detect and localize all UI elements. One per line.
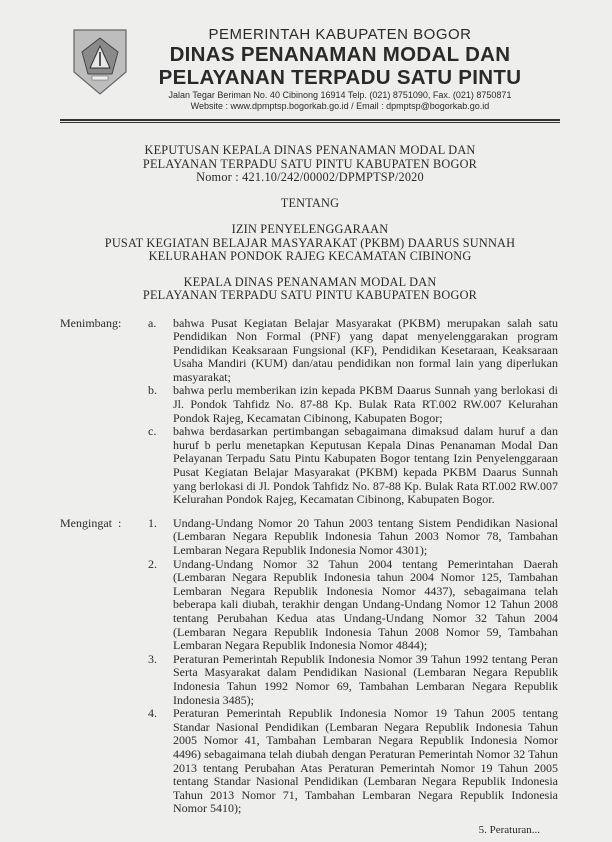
section-colon: : <box>118 315 122 330</box>
list-item <box>60 653 560 707</box>
item-number: 1. <box>148 515 157 530</box>
letterhead-agency-line2: PELAYANAN TERPADU SATU PINTU <box>158 66 522 89</box>
item-number: 4. <box>148 706 157 721</box>
decree-title-line2: PELAYANAN TERPADU SATU PINTU KABUPATEN BOGOR <box>142 156 478 171</box>
item-text: bahwa Pusat Kegiatan Belajar Masyarakat (PKBM) merupakan salah satu Pendidikan Non Formal (PNF) yang dapat menyelenggarakan program Pendidikan Keaksaraan Fungsional (KF), Pendidikan Kesetaraan, Keaksaraan Usaha Mandiri (KUM) dan/atau pendidikan non formal lain yang diperlukan masyarakat; <box>173 315 558 384</box>
authority-line1: KEPALA DINAS PENANAMAN MODAL DAN <box>183 274 437 289</box>
decree-number: Nomor : 421.10/242/00002/DPMPTSP/2020 <box>196 170 424 184</box>
item-text: bahwa berdasarkan pertimbangan sebagaimana dimaksud dalam huruf a dan huruf b perlu menetapkan Keputusan Kepala Dinas Penanaman Modal Dan Pelayanan Terpadu Satu Pintu Kabupaten Bogor tentang Izin Penyelenggaraan Pusat Kegiatan Belajar Masyarakat (PKBM) kepada PKBM Daarus Sunnah yang berlokasi di Jl. Pondok Tahfidz No. 87-88 Kp. Bulak Rata RT.002 RW.007 Kelurahan Pondok Rajeg, Kecamatan Cibinong, Kabupaten Bogor. <box>173 424 558 507</box>
menimbang-section <box>60 317 560 507</box>
list-item <box>60 425 560 507</box>
tentang-heading: TENTANG <box>280 195 340 210</box>
letterhead-contact: Website : www.dpmptsp.bogorkab.go.id / Email : dpmptsp@bogorkab.go.id <box>190 101 490 111</box>
list-item <box>60 317 560 385</box>
decree-title <box>60 144 560 185</box>
authority <box>60 276 560 303</box>
item-text: Peraturan Pemerintah Republik Indonesia Nomor 39 Tahun 1992 tentang Peran Serta Masyarakat dalam Pendidikan Nasional (Lembaran Negara Republik Indonesia Tahun 1992 Nomor 69, Tambahan Lembaran Negara Republik Indonesia 3485); <box>173 651 558 707</box>
item-number: 3. <box>148 651 157 666</box>
item-text: Undang-Undang Nomor 32 Tahun 2004 tentang Pemerintahan Daerah (Lembaran Negara Republik Indonesia tahun 2004 Nomor 125, Tambahan Lembaran Negara Republik Indonesia Nomor 4437), sebagaimana telah beberapa kali diubah, terakhir dengan Undang-Undang Nomor 12 Tahun 2008 tentang Perubahan Kedua atas Undang-Undang Nomor 32 Tahun 2004 (Lembaran Negara Republik Indonesia Tahun 2008 Nomor 59, Tambahan Lembaran Negara Republik Indonesia Nomor 4844); <box>173 556 558 653</box>
item-number: b. <box>148 383 157 398</box>
list-item <box>60 707 560 816</box>
item-number: c. <box>148 424 157 439</box>
letterhead-government: PEMERINTAH KABUPATEN BOGOR <box>208 26 472 43</box>
section-label: Mengingat <box>60 515 112 530</box>
item-number: 2. <box>148 556 157 571</box>
kabupaten-bogor-emblem-logo <box>72 28 128 96</box>
document-body <box>60 144 560 836</box>
authority-line2: PELAYANAN TERPADU SATU PINTU KABUPATEN BOGOR <box>142 288 478 302</box>
item-number: a. <box>148 315 157 330</box>
item-text: Peraturan Pemerintah Republik Indonesia Nomor 19 Tahun 2005 tentang Standar Nasional Pendidikan (Lembaran Negara Republik Indonesia Tahun 2005 Nomor 41, Tambahan Lembaran Negara Republik Indonesia Nomor 4496) sebagaimana telah diubah dengan Peraturan Pemerintah Nomor 32 Tahun 2013 tentang Perubahan Atas Peraturan Pemerintah Nomor 19 Tahun 2005 tentang Standar Nasional Pendidikan (Lembaran Negara Republik Indonesia Tahun 2013 Nomor 71, Tambahan Lembaran Negara Republik Indonesia Nomor 5410); <box>173 706 558 816</box>
section-colon: : <box>118 515 122 530</box>
subject-line1: IZIN PENYELENGGARAAN <box>231 222 389 236</box>
subject-line3: KELURAHAN PONDOK RAJEG KECAMATAN CIBINONG <box>148 249 472 263</box>
mengingat-section <box>60 517 560 816</box>
letterhead-address: Jalan Tegar Beriman No. 40 Cibinong 16914 Telp. (021) 8751090, Fax. (021) 8750871 <box>168 90 512 100</box>
list-item <box>60 558 560 653</box>
item-text: Undang-Undang Nomor 20 Tahun 2003 tentang Sistem Pendidikan Nasional (Lembaran Negara Republik Indonesia Tahun 2003 Nomor 78, Tambahan Lembaran Negara Republik Indonesia Nomor 4301); <box>173 515 558 557</box>
letterhead-agency-line1: DINAS PENANAMAN MODAL DAN <box>169 43 511 66</box>
letterhead-divider <box>60 119 560 123</box>
list-item <box>60 517 560 558</box>
page-continuation: 5. Peraturan... <box>478 823 540 836</box>
decree-title-line1: KEPUTUSAN KEPALA DINAS PENANAMAN MODAL DAN <box>144 143 476 157</box>
section-label: Menimbang <box>60 315 118 330</box>
subject-line2: PUSAT KEGIATAN BELAJAR MASYARAKAT (PKBM) DAARUS SUNNAH <box>104 235 516 250</box>
decree-subject <box>60 223 560 264</box>
item-text: bahwa perlu memberikan izin kepada PKBM Daarus Sunnah yang berlokasi di Jl. Pondok Tahfidz No. 87-88 Kp. Bulak Rata RT.002 RW.007 Kelurahan Pondok Rajeg, Kecamatan Cibinong, Kabupaten Bogor; <box>173 383 558 425</box>
list-item <box>60 384 560 425</box>
